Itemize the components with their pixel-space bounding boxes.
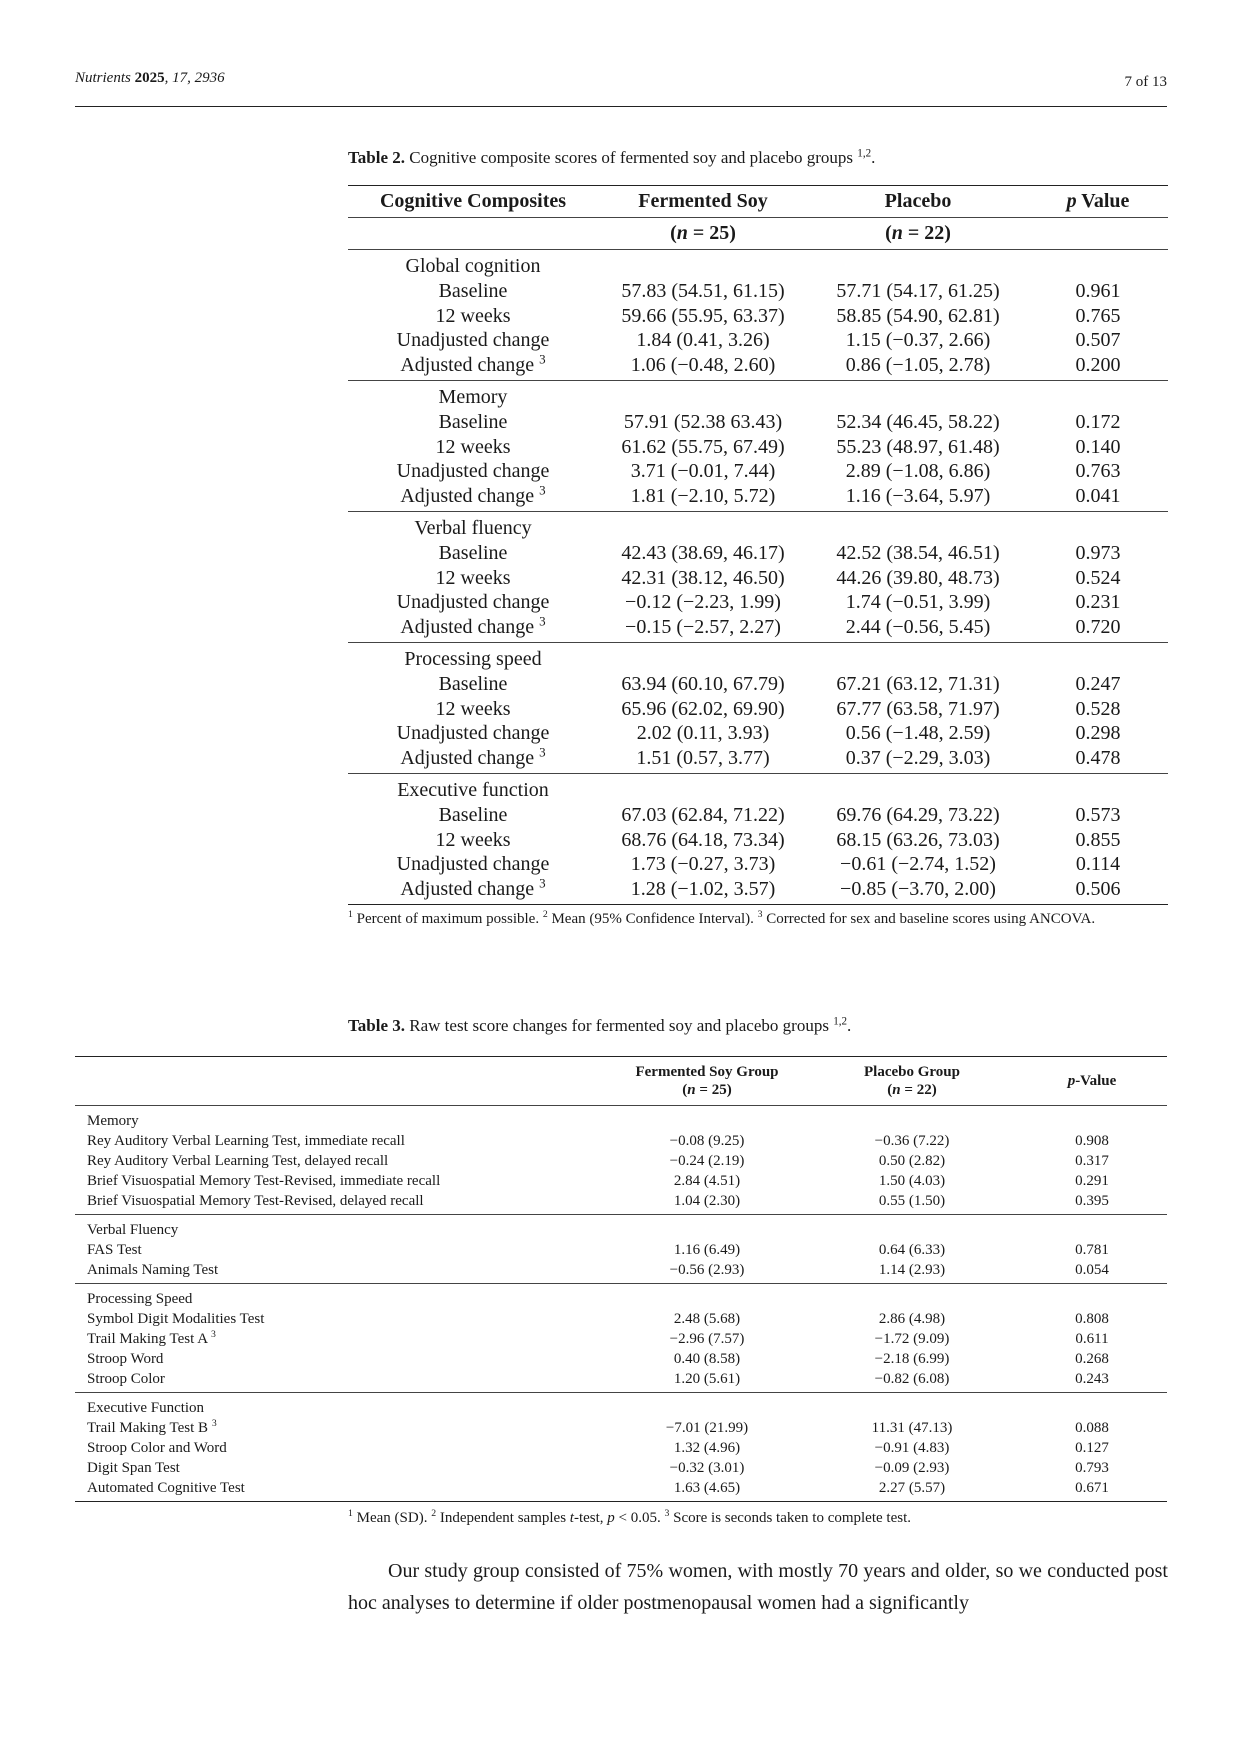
row-label: 12 weeks xyxy=(435,828,511,851)
table-row xyxy=(348,746,1168,773)
placebo-value: 1.74 (−0.51, 3.99) xyxy=(845,591,991,614)
table-3-footnote: $^1$ Mean (SD). $^2$ Independent samples t-test, p < 0.05. $^3$ Score is seconds taken to complete test. xyxy=(348,1508,911,1526)
table-row xyxy=(348,721,1168,746)
table-row xyxy=(75,1309,1167,1329)
placebo-value: 2.89 (−1.08, 6.86) xyxy=(845,460,991,483)
p-value: 0.200 xyxy=(1075,354,1121,377)
empty-cell xyxy=(807,1393,1017,1419)
placebo-value: 0.64 (6.33) xyxy=(878,1242,946,1258)
table-2-body xyxy=(348,250,1168,905)
table-row xyxy=(75,1458,1167,1478)
placebo-value: 0.56 (−1.48, 2.59) xyxy=(845,722,991,745)
table-row xyxy=(75,1418,1167,1438)
soy-value: 1.16 (6.49) xyxy=(673,1242,741,1258)
row-label: Trail Making Test B $^3$ xyxy=(87,1418,217,1436)
row-label: Adjusted change $^3$ xyxy=(400,613,546,639)
empty-cell xyxy=(1017,1284,1167,1310)
soy-value: 65.96 (62.02, 69.90) xyxy=(621,697,785,720)
empty-cell xyxy=(808,250,1028,279)
row-label: Adjusted change $^3$ xyxy=(400,875,546,901)
group-label: Verbal fluency xyxy=(414,516,532,539)
soy-value: 57.91 (52.38 63.43) xyxy=(623,410,783,433)
empty-cell xyxy=(1017,1393,1167,1419)
placebo-value: 0.55 (1.50) xyxy=(878,1193,946,1209)
table-3-label: Table 3. xyxy=(348,1016,406,1035)
placebo-value: 0.37 (−2.29, 3.03) xyxy=(845,747,991,770)
p-value: 0.528 xyxy=(1075,697,1121,720)
group-header-row xyxy=(75,1215,1167,1241)
soy-value: 1.32 (4.96) xyxy=(673,1440,741,1456)
table-row xyxy=(75,1369,1167,1393)
col-header-p xyxy=(1028,186,1168,218)
p-value: 0.127 xyxy=(1075,1440,1109,1456)
p-value: 0.671 xyxy=(1075,1480,1109,1496)
placebo-value: −0.09 (2.93) xyxy=(874,1460,950,1476)
empty-cell xyxy=(598,511,808,540)
table-3-caption xyxy=(348,1016,851,1036)
placebo-value: 57.71 (54.17, 61.25) xyxy=(836,279,1000,302)
row-label: Digit Span Test xyxy=(87,1460,180,1476)
table-row xyxy=(75,1240,1167,1260)
placebo-value: 44.26 (39.80, 48.73) xyxy=(836,566,1000,589)
p-value: 0.172 xyxy=(1075,410,1121,433)
p-value: 0.573 xyxy=(1075,803,1121,826)
placebo-value: 52.34 (46.45, 58.22) xyxy=(836,410,1000,433)
table-3-body xyxy=(75,1106,1167,1502)
table-row xyxy=(75,1349,1167,1369)
p-value: 0.298 xyxy=(1075,722,1121,745)
row-label: Adjusted change $^3$ xyxy=(400,744,546,770)
soy-value: 1.06 (−0.48, 2.60) xyxy=(630,354,776,377)
p-value: 0.114 xyxy=(1075,853,1121,876)
row-label: Brief Visuospatial Memory Test-Revised, delayed recall xyxy=(87,1193,424,1209)
placebo-value: 1.16 (−3.64, 5.97) xyxy=(845,485,991,508)
p-value: 0.720 xyxy=(1075,616,1121,639)
soy-value: −0.12 (−2.23, 1.99) xyxy=(625,591,781,614)
p-value: 0.855 xyxy=(1075,828,1121,851)
soy-value: −0.08 (9.25) xyxy=(669,1133,745,1149)
row-label: Rey Auditory Verbal Learning Test, immediate recall xyxy=(87,1133,405,1149)
soy-value: −0.32 (3.01) xyxy=(669,1460,745,1476)
empty-cell xyxy=(808,380,1028,409)
empty-cell xyxy=(1028,511,1168,540)
table-2-caption xyxy=(348,148,1168,168)
p-value: 0.395 xyxy=(1075,1193,1109,1209)
table-3-grid xyxy=(75,1056,1167,1502)
p-value: 0.611 xyxy=(1075,1331,1109,1347)
table-2 xyxy=(348,148,1168,929)
placebo-value: −2.18 (6.99) xyxy=(874,1351,950,1367)
soy-value: 1.73 (−0.27, 3.73) xyxy=(630,853,776,876)
caption-sup: 1,2 xyxy=(833,1015,847,1028)
table-row xyxy=(348,803,1168,828)
soy-value: 2.48 (5.68) xyxy=(673,1311,741,1327)
empty-cell xyxy=(808,642,1028,671)
p-value: 0.291 xyxy=(1075,1173,1109,1189)
placebo-value: 2.27 (5.57) xyxy=(878,1480,946,1496)
soy-value: 61.62 (55.75, 67.49) xyxy=(621,435,785,458)
placebo-value: 1.50 (4.03) xyxy=(878,1173,946,1189)
empty-cell xyxy=(1017,1106,1167,1132)
journal-volume: , 17, 2936 xyxy=(164,70,225,86)
row-label: Stroop Color xyxy=(87,1371,165,1387)
row-label: Baseline xyxy=(438,672,508,695)
placebo-value: 67.21 (63.12, 71.31) xyxy=(836,672,1000,695)
table-row xyxy=(348,435,1168,460)
empty-cell xyxy=(808,773,1028,802)
row-label: Unadjusted change xyxy=(396,460,550,483)
row-label: Animals Naming Test xyxy=(87,1262,219,1278)
group-label: Memory xyxy=(438,385,508,408)
placebo-value: 42.52 (38.54, 46.51) xyxy=(836,541,1000,564)
p-value: 0.793 xyxy=(1075,1460,1109,1476)
soy-value: 68.76 (64.18, 73.34) xyxy=(621,828,785,851)
placebo-value: 69.76 (64.29, 73.22) xyxy=(836,803,1000,826)
p-value: 0.088 xyxy=(1075,1420,1109,1436)
placebo-value: −0.85 (−3.70, 2.00) xyxy=(840,878,996,901)
table-row xyxy=(348,852,1168,877)
col-header-test xyxy=(75,1057,607,1106)
group-label: Processing Speed xyxy=(87,1291,193,1307)
row-label: Stroop Color and Word xyxy=(87,1440,227,1456)
table-2-label: Table 2. xyxy=(348,148,406,167)
col-header-placebo: Placebo Group (n = 22) xyxy=(864,1064,960,1098)
p-value: 0.268 xyxy=(1075,1351,1109,1367)
empty-cell xyxy=(807,1215,1017,1241)
placebo-value: −1.72 (9.09) xyxy=(874,1331,950,1347)
row-label: 12 weeks xyxy=(435,304,511,327)
empty-cell xyxy=(807,1284,1017,1310)
group-label: Global cognition xyxy=(405,255,541,277)
table-3-header-row xyxy=(75,1057,1167,1106)
group-label: Executive Function xyxy=(87,1400,205,1416)
row-label: Unadjusted change xyxy=(396,591,550,614)
table-row xyxy=(348,566,1168,591)
table-row xyxy=(75,1191,1167,1215)
placebo-value: 55.23 (48.97, 61.48) xyxy=(836,435,1000,458)
row-label: Adjusted change $^3$ xyxy=(400,482,546,508)
row-label: Baseline xyxy=(438,410,508,433)
header-rule xyxy=(75,106,1167,107)
placebo-value: −0.82 (6.08) xyxy=(874,1371,950,1387)
table-row xyxy=(75,1171,1167,1191)
p-value: 0.317 xyxy=(1075,1153,1109,1169)
soy-value: 59.66 (55.95, 63.37) xyxy=(621,304,785,327)
soy-value: −0.56 (2.93) xyxy=(669,1262,745,1278)
soy-value: 2.84 (4.51) xyxy=(673,1173,741,1189)
page-number: 7 of 13 xyxy=(1124,74,1167,90)
soy-value: 1.81 (−2.10, 5.72) xyxy=(630,485,776,508)
table-row xyxy=(348,279,1168,304)
row-label: Stroop Word xyxy=(87,1351,164,1367)
n-empty xyxy=(348,218,598,250)
n-empty-p xyxy=(1028,218,1168,250)
table-row xyxy=(348,459,1168,484)
caption-end: . xyxy=(871,148,876,167)
table-row xyxy=(75,1478,1167,1502)
placebo-value: 58.85 (54.90, 62.81) xyxy=(836,304,1000,327)
placebo-value: 2.86 (4.98) xyxy=(878,1311,946,1327)
table-row xyxy=(348,615,1168,642)
group-header-row xyxy=(348,642,1168,671)
journal-year: 2025 xyxy=(134,70,165,86)
p-value: 0.961 xyxy=(1075,279,1121,302)
soy-value: 1.04 (2.30) xyxy=(673,1193,741,1209)
table-row xyxy=(348,590,1168,615)
table-3 xyxy=(75,1056,1167,1502)
row-label: Baseline xyxy=(438,803,508,826)
p-value: 0.041 xyxy=(1075,485,1121,508)
table-row xyxy=(348,484,1168,511)
row-label: Automated Cognitive Test xyxy=(87,1480,245,1496)
empty-cell xyxy=(598,773,808,802)
p-value: 0.140 xyxy=(1075,435,1121,458)
row-label: FAS Test xyxy=(87,1242,142,1258)
placebo-value: −0.91 (4.83) xyxy=(874,1440,950,1456)
empty-cell xyxy=(598,642,808,671)
group-header-row xyxy=(75,1284,1167,1310)
soy-value: 63.94 (60.10, 67.79) xyxy=(621,672,785,695)
group-header-row xyxy=(348,511,1168,540)
body-paragraph: Our study group consisted of 75% women, with mostly 70 years and older, so we conducted post hoc analyses to determine if older postmenopausal women had a significantly xyxy=(348,1560,1168,1614)
row-label: Unadjusted change xyxy=(396,853,550,876)
table-row xyxy=(348,877,1168,904)
placebo-value: −0.36 (7.22) xyxy=(874,1133,950,1149)
col-header-composites: Cognitive Composites xyxy=(379,190,567,212)
table-row xyxy=(75,1151,1167,1171)
table-2-grid xyxy=(348,185,1168,905)
soy-value: 0.40 (8.58) xyxy=(673,1351,741,1367)
group-label: Memory xyxy=(87,1113,139,1129)
row-label: Brief Visuospatial Memory Test-Revised, immediate recall xyxy=(87,1173,441,1189)
p-italic: p xyxy=(1066,190,1077,212)
p-value: 0.243 xyxy=(1075,1371,1109,1387)
placebo-value: 67.77 (63.58, 71.97) xyxy=(836,697,1000,720)
table-row xyxy=(348,828,1168,853)
col-header-soy: Fermented Soy xyxy=(638,190,768,212)
soy-value: −2.96 (7.57) xyxy=(669,1331,745,1347)
empty-cell xyxy=(607,1393,807,1419)
caption-sup: 1,2 xyxy=(857,147,872,160)
empty-cell xyxy=(808,511,1028,540)
table-2-n-row xyxy=(348,218,1168,250)
table-row xyxy=(75,1329,1167,1349)
row-label: Unadjusted change xyxy=(396,329,550,352)
p-value: 0.231 xyxy=(1075,591,1121,614)
table-row xyxy=(348,541,1168,566)
soy-value: −7.01 (21.99) xyxy=(665,1420,749,1436)
p-rest: Value xyxy=(1076,190,1130,212)
row-label: Trail Making Test A $^3$ xyxy=(87,1329,216,1347)
empty-cell xyxy=(1028,380,1168,409)
group-label: Verbal Fluency xyxy=(87,1222,179,1238)
table-row xyxy=(348,697,1168,722)
group-header-row xyxy=(75,1106,1167,1132)
running-header xyxy=(75,70,1167,90)
row-label: Rey Auditory Verbal Learning Test, delayed recall xyxy=(87,1153,389,1169)
group-header-row xyxy=(348,250,1168,279)
p-value: 0.478 xyxy=(1075,747,1121,770)
p-value: 0.524 xyxy=(1075,566,1121,589)
caption-text: Raw test score changes for fermented soy and placebo groups xyxy=(405,1016,834,1035)
p-value: 0.247 xyxy=(1075,672,1121,695)
soy-value: 1.51 (0.57, 3.77) xyxy=(636,747,770,770)
soy-value: 1.63 (4.65) xyxy=(673,1480,741,1496)
p-value: 0.781 xyxy=(1075,1242,1109,1258)
row-label: 12 weeks xyxy=(435,566,511,589)
p-value: 0.054 xyxy=(1075,1262,1109,1278)
row-label: 12 weeks xyxy=(435,435,511,458)
placebo-value: 1.14 (2.93) xyxy=(878,1262,946,1278)
p-value: 0.506 xyxy=(1075,878,1121,901)
empty-cell xyxy=(598,380,808,409)
table-row xyxy=(348,328,1168,353)
caption-end: . xyxy=(847,1016,852,1035)
placebo-value: 68.15 (63.26, 73.03) xyxy=(836,828,1000,851)
soy-value: −0.15 (−2.57, 2.27) xyxy=(625,616,781,639)
placebo-value: 0.50 (2.82) xyxy=(878,1153,946,1169)
p-value: 0.908 xyxy=(1075,1133,1109,1149)
row-label: Unadjusted change xyxy=(396,722,550,745)
soy-value: 1.20 (5.61) xyxy=(673,1371,741,1387)
row-label: Symbol Digit Modalities Test xyxy=(87,1311,265,1327)
empty-cell xyxy=(607,1284,807,1310)
group-header-row xyxy=(348,773,1168,802)
empty-cell xyxy=(607,1106,807,1132)
col-header-soy: Fermented Soy Group (n = 25) xyxy=(635,1064,779,1098)
placebo-value: −0.61 (−2.74, 1.52) xyxy=(840,853,996,876)
soy-value: 3.71 (−0.01, 7.44) xyxy=(630,460,776,483)
soy-value: 67.03 (62.84, 71.22) xyxy=(621,803,785,826)
p-value: 0.765 xyxy=(1075,304,1121,327)
soy-value: 2.02 (0.11, 3.93) xyxy=(636,722,770,745)
empty-cell xyxy=(807,1106,1017,1132)
placebo-value: 1.15 (−0.37, 2.66) xyxy=(845,329,991,352)
table-row xyxy=(348,410,1168,435)
n-placebo: (n = 22) xyxy=(885,222,951,244)
p-value: 0.973 xyxy=(1075,541,1121,564)
table-row xyxy=(348,304,1168,329)
group-header-row xyxy=(75,1393,1167,1419)
group-label: Executive function xyxy=(397,778,549,801)
table-2-header-row xyxy=(348,186,1168,218)
journal-name: Nutrients xyxy=(75,70,131,86)
table-row xyxy=(348,353,1168,380)
table-row xyxy=(348,672,1168,697)
col-header-p: p-Value xyxy=(1067,1073,1117,1089)
empty-cell xyxy=(607,1215,807,1241)
row-label: Baseline xyxy=(438,541,508,564)
empty-cell xyxy=(1028,642,1168,671)
row-label: Adjusted change $^3$ xyxy=(400,351,546,377)
soy-value: 57.83 (54.51, 61.15) xyxy=(621,279,785,302)
row-label: Baseline xyxy=(438,279,508,302)
group-label: Processing speed xyxy=(404,647,542,670)
empty-cell xyxy=(1028,250,1168,279)
placebo-value: 2.44 (−0.56, 5.45) xyxy=(845,616,991,639)
placebo-value: 11.31 (47.13) xyxy=(871,1420,953,1436)
table-row xyxy=(75,1438,1167,1458)
p-value: 0.507 xyxy=(1075,329,1121,352)
soy-value: 42.31 (38.12, 46.50) xyxy=(621,566,785,589)
empty-cell xyxy=(1028,773,1168,802)
soy-value: 1.84 (0.41, 3.26) xyxy=(636,329,770,352)
soy-value: 42.43 (38.69, 46.17) xyxy=(621,541,785,564)
row-label: 12 weeks xyxy=(435,697,511,720)
soy-value: 1.28 (−1.02, 3.57) xyxy=(630,878,776,901)
caption-text: Cognitive composite scores of fermented soy and placebo groups xyxy=(405,148,858,167)
placebo-value: 0.86 (−1.05, 2.78) xyxy=(845,354,991,377)
empty-cell xyxy=(598,250,808,279)
table-row xyxy=(75,1260,1167,1284)
table-2-footnote: $^1$ Percent of maximum possible. $^2$ Mean (95% Confidence Interval). $^3$ Corrected for sex and baseline scores using ANCOVA. xyxy=(348,908,1096,927)
p-value: 0.763 xyxy=(1075,460,1121,483)
table-row xyxy=(75,1131,1167,1151)
n-soy: (n = 25) xyxy=(670,222,736,244)
col-header-placebo: Placebo xyxy=(884,190,952,212)
p-value: 0.808 xyxy=(1075,1311,1109,1327)
empty-cell xyxy=(1017,1215,1167,1241)
group-header-row xyxy=(348,380,1168,409)
soy-value: −0.24 (2.19) xyxy=(669,1153,745,1169)
